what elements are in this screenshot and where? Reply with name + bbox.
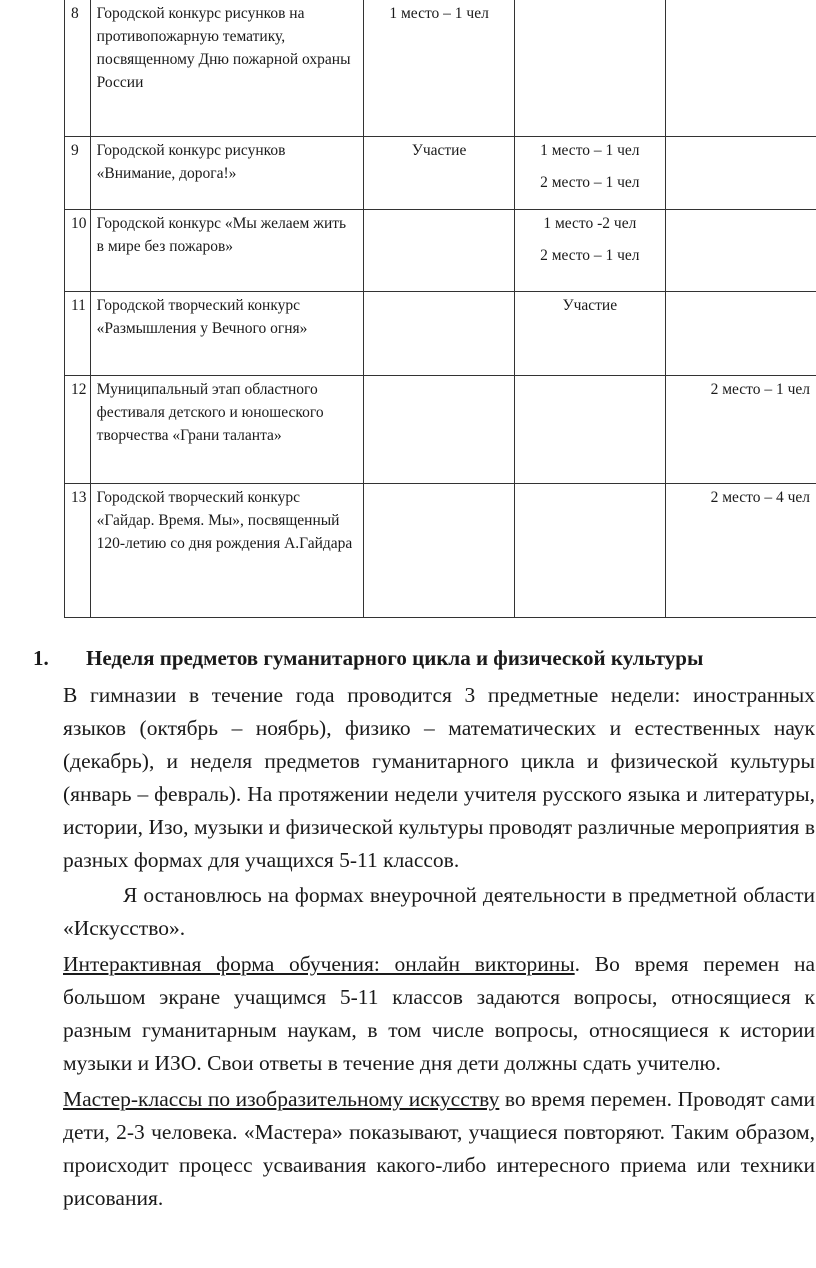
quizzes-text: . Во время перемен на большом экране учащимся 5-11 классов задаются вопросы, относящиеся к разным гуманитарным наукам, в том числе вопросы, относящиеся к истории музыки и ИЗО. Свои ответы в течение дня дети должны сдать учителю. [63, 952, 815, 1075]
result-cell [364, 483, 515, 617]
contest-name: Городской конкурс «Мы желаем жить в мире без пожаров» [90, 209, 364, 291]
row-number: 10 [65, 209, 91, 291]
row-number: 13 [65, 483, 91, 617]
result-line: 1 место – 1 чел [540, 141, 640, 159]
table-row [65, 483, 816, 617]
result-cell [514, 483, 665, 617]
result-cell [364, 209, 515, 291]
contest-name: Городской конкурс рисунков на противопожарную тематику, посвященному Дню пожарной охраны России [90, 0, 364, 136]
result-cell [665, 209, 816, 291]
contest-name: Муниципальный этап областного фестиваля детского и юношеского творчества «Грани таланта» [90, 375, 364, 483]
result-line: 1 место -2 чел [543, 214, 637, 232]
section-body [33, 642, 815, 1215]
table-row [65, 209, 816, 291]
result-cell [514, 375, 665, 483]
table-row [65, 136, 816, 209]
result-line: 2 место – 1 чел [540, 246, 640, 264]
contest-name: Городской конкурс рисунков «Внимание, дорога!» [90, 136, 364, 209]
result-cell [514, 209, 665, 291]
masterclasses-text: во время перемен. Проводят сами дети, 2-3 человека. «Мастера» показывают, учащиеся повторяют. Таким образом, происходит процесс усваивания какого-либо интересного приема или техники рисования. [63, 1087, 815, 1210]
result-cell [364, 291, 515, 375]
table-row [65, 375, 816, 483]
row-number: 9 [65, 136, 91, 209]
result-cell: 2 место – 1 чел [665, 375, 816, 483]
masterclasses-term: Мастер-классы по изобразительному искусству [63, 1087, 500, 1111]
paragraph-quizzes [63, 948, 815, 1080]
paragraph-focus: Я остановлюсь на формах внеурочной деятельности в предметной области «Искусство». [63, 883, 815, 940]
awards-table [64, 0, 816, 618]
result-cell: 2 место – 4 чел [665, 483, 816, 617]
row-number: 12 [65, 375, 91, 483]
row-number: 8 [65, 0, 91, 136]
paragraph-masterclasses [63, 1083, 815, 1215]
awards-table-container [64, 0, 816, 618]
row-number: 11 [65, 291, 91, 375]
result-cell: 1 место – 1 чел [364, 0, 515, 136]
contest-name: Городской творческий конкурс «Гайдар. Время. Мы», посвященный 120-летию со дня рождения А.Гайдара [90, 483, 364, 617]
result-cell [665, 291, 816, 375]
result-cell [514, 136, 665, 209]
table-row [65, 291, 816, 375]
section-title: Неделя предметов гуманитарного цикла и физической культуры [86, 646, 704, 670]
result-cell [665, 0, 816, 136]
section-heading [33, 642, 815, 675]
result-cell [514, 0, 665, 136]
paragraph-intro: В гимназии в течение года проводится 3 предметные недели: иностранных языков (октябрь – ноябрь), физико – математических и естественных наук (декабрь), и неделя предметов гуманитарного цикла и физической культуры (январь – февраль). На протяжении недели учителя русского языка и литературы, истории, Изо, музыки и физической культуры проводят различные мероприятия в разных формах для учащихся 5-11 классов. [63, 683, 815, 872]
result-cell [364, 375, 515, 483]
section-number: 1. [33, 646, 49, 670]
result-cell [665, 136, 816, 209]
contest-name: Городской творческий конкурс «Размышления у Вечного огня» [90, 291, 364, 375]
table-row [65, 0, 816, 136]
result-line: 2 место – 1 чел [540, 173, 640, 191]
quizzes-term: Интерактивная форма обучения: онлайн викторины [63, 952, 575, 976]
result-cell: Участие [364, 136, 515, 209]
result-cell: Участие [514, 291, 665, 375]
